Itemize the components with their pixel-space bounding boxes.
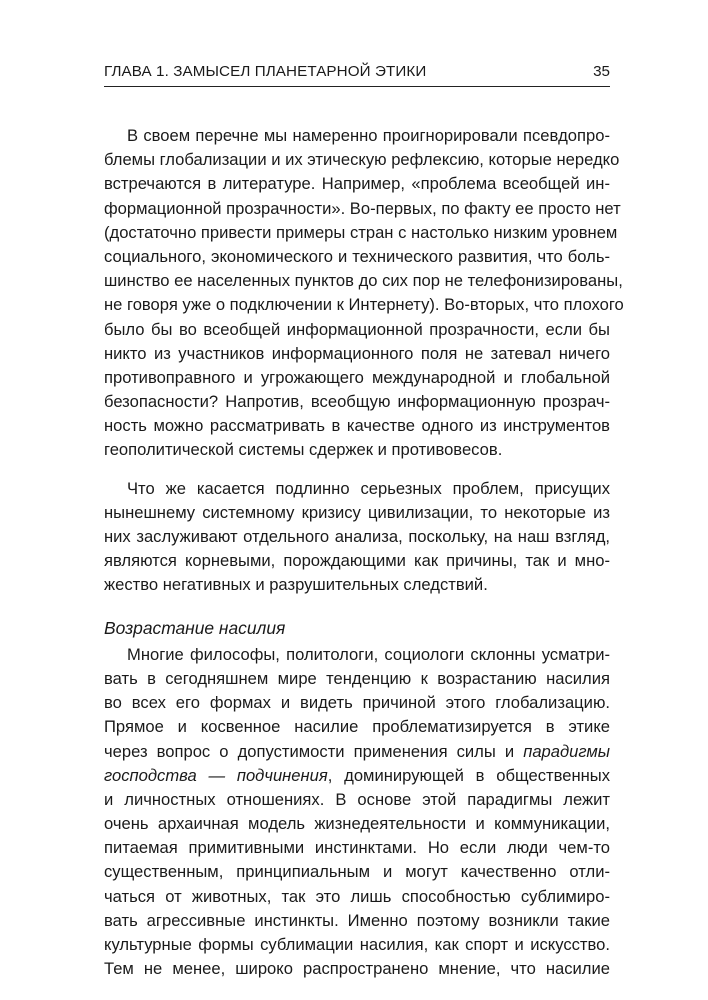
text-line: питаемая примитивными инстинктами. Но если люди чем-то [104, 838, 610, 858]
text-line: шинство ее населенных пунктов до сих пор не телефонизированы, [104, 271, 623, 291]
paragraph-2 [104, 477, 610, 598]
text-line: культурные формы сублимации насилия, как спорт и искусство. [104, 935, 610, 954]
running-title: ГЛАВА 1. ЗАМЫСЕЛ ПЛАНЕТАРНОЙ ЭТИКИ [104, 63, 427, 80]
text-line: геополитической системы сдержек и противовесов. [104, 440, 503, 460]
text-run: через вопрос о допустимости применения силы и [104, 741, 524, 761]
section-heading: Возрастание насилия [104, 617, 286, 638]
running-header [104, 60, 610, 84]
paragraph-3 [104, 643, 610, 982]
text-line: никто из участников информационного поля не затевал ничего [104, 343, 610, 363]
text-line: во всех его формах и видеть причиной этого глобализацию. [104, 693, 610, 713]
text-line: безопасности? Напротив, всеобщую информационную прозрач- [104, 392, 610, 412]
text-line [104, 740, 610, 764]
section-gap [104, 598, 610, 616]
text-line: очень архаичная модель жизнедеятельности и коммуникации, [104, 814, 610, 834]
page-number: 35 [593, 63, 610, 80]
emphasis-text: господства — подчинения [104, 765, 328, 785]
text-line: нынешнему системному кризису цивилизации, то некоторые из [104, 502, 610, 522]
text-line: вать в сегодняшнем мире тенденцию к возрастанию насилия [104, 668, 610, 688]
text-line: не говоря уже о подключении к Интернету). Во-вторых, что плохого [104, 295, 624, 315]
text-line: чаться от животных, так это лишь способностью сублимиро- [104, 886, 610, 906]
text-line: встречаются в литературе. Например, «проблема всеобщей ин- [104, 174, 610, 194]
text-line: противоправного и угрожающего международной и глобальной [104, 367, 610, 387]
text-line: и личностных отношениях. В основе этой парадигмы лежит [104, 789, 610, 809]
text-line: вать агрессивные инстинкты. Именно поэтому возникли такие [104, 910, 610, 930]
text-line: существенным, принципиальным и могут качественно отли- [104, 862, 610, 882]
text-line [104, 764, 610, 788]
paragraph-1 [104, 124, 624, 463]
text-line: Многие философы, политологи, социологи склонны усматри- [127, 644, 610, 664]
text-line: (достаточно привести примеры стран с настолько низким уровнем [104, 222, 618, 242]
text-line: блемы глобализации и их этическую рефлексию, которые нередко [104, 150, 620, 170]
emphasis-text: парадигмы [523, 741, 610, 761]
text-run: , доминирующей в общественных [327, 765, 610, 785]
header-rule [104, 86, 610, 87]
text-line: них заслуживают отдельного анализа, поскольку, на наш взгляд, [104, 527, 610, 546]
text-line: ность можно рассматривать в качестве одного из инструментов [104, 416, 610, 436]
text-line: Прямое и косвенное насилие проблематизируется в этике [104, 717, 610, 737]
text-line: было бы во всеобщей информационной прозрачности, если бы [104, 319, 610, 339]
text-line: социального, экономического и технического развития, что боль- [104, 246, 610, 266]
text-line: Что же касается подлинно серьезных проблем, присущих [127, 478, 610, 498]
text-line: В своем перечне мы намеренно проигнорировали псевдопро- [127, 126, 610, 145]
text-line: являются корневыми, порождающими как причины, так и мно- [104, 551, 610, 571]
body-text [104, 124, 624, 981]
text-line: жество негативных и разрушительных следствий. [104, 575, 488, 595]
text-line: Тем не менее, широко распространено мнение, что насилие [104, 959, 610, 979]
text-line: формационной прозрачности». Во-первых, по факту ее просто нет [104, 198, 621, 218]
paragraph-gap [104, 463, 610, 477]
